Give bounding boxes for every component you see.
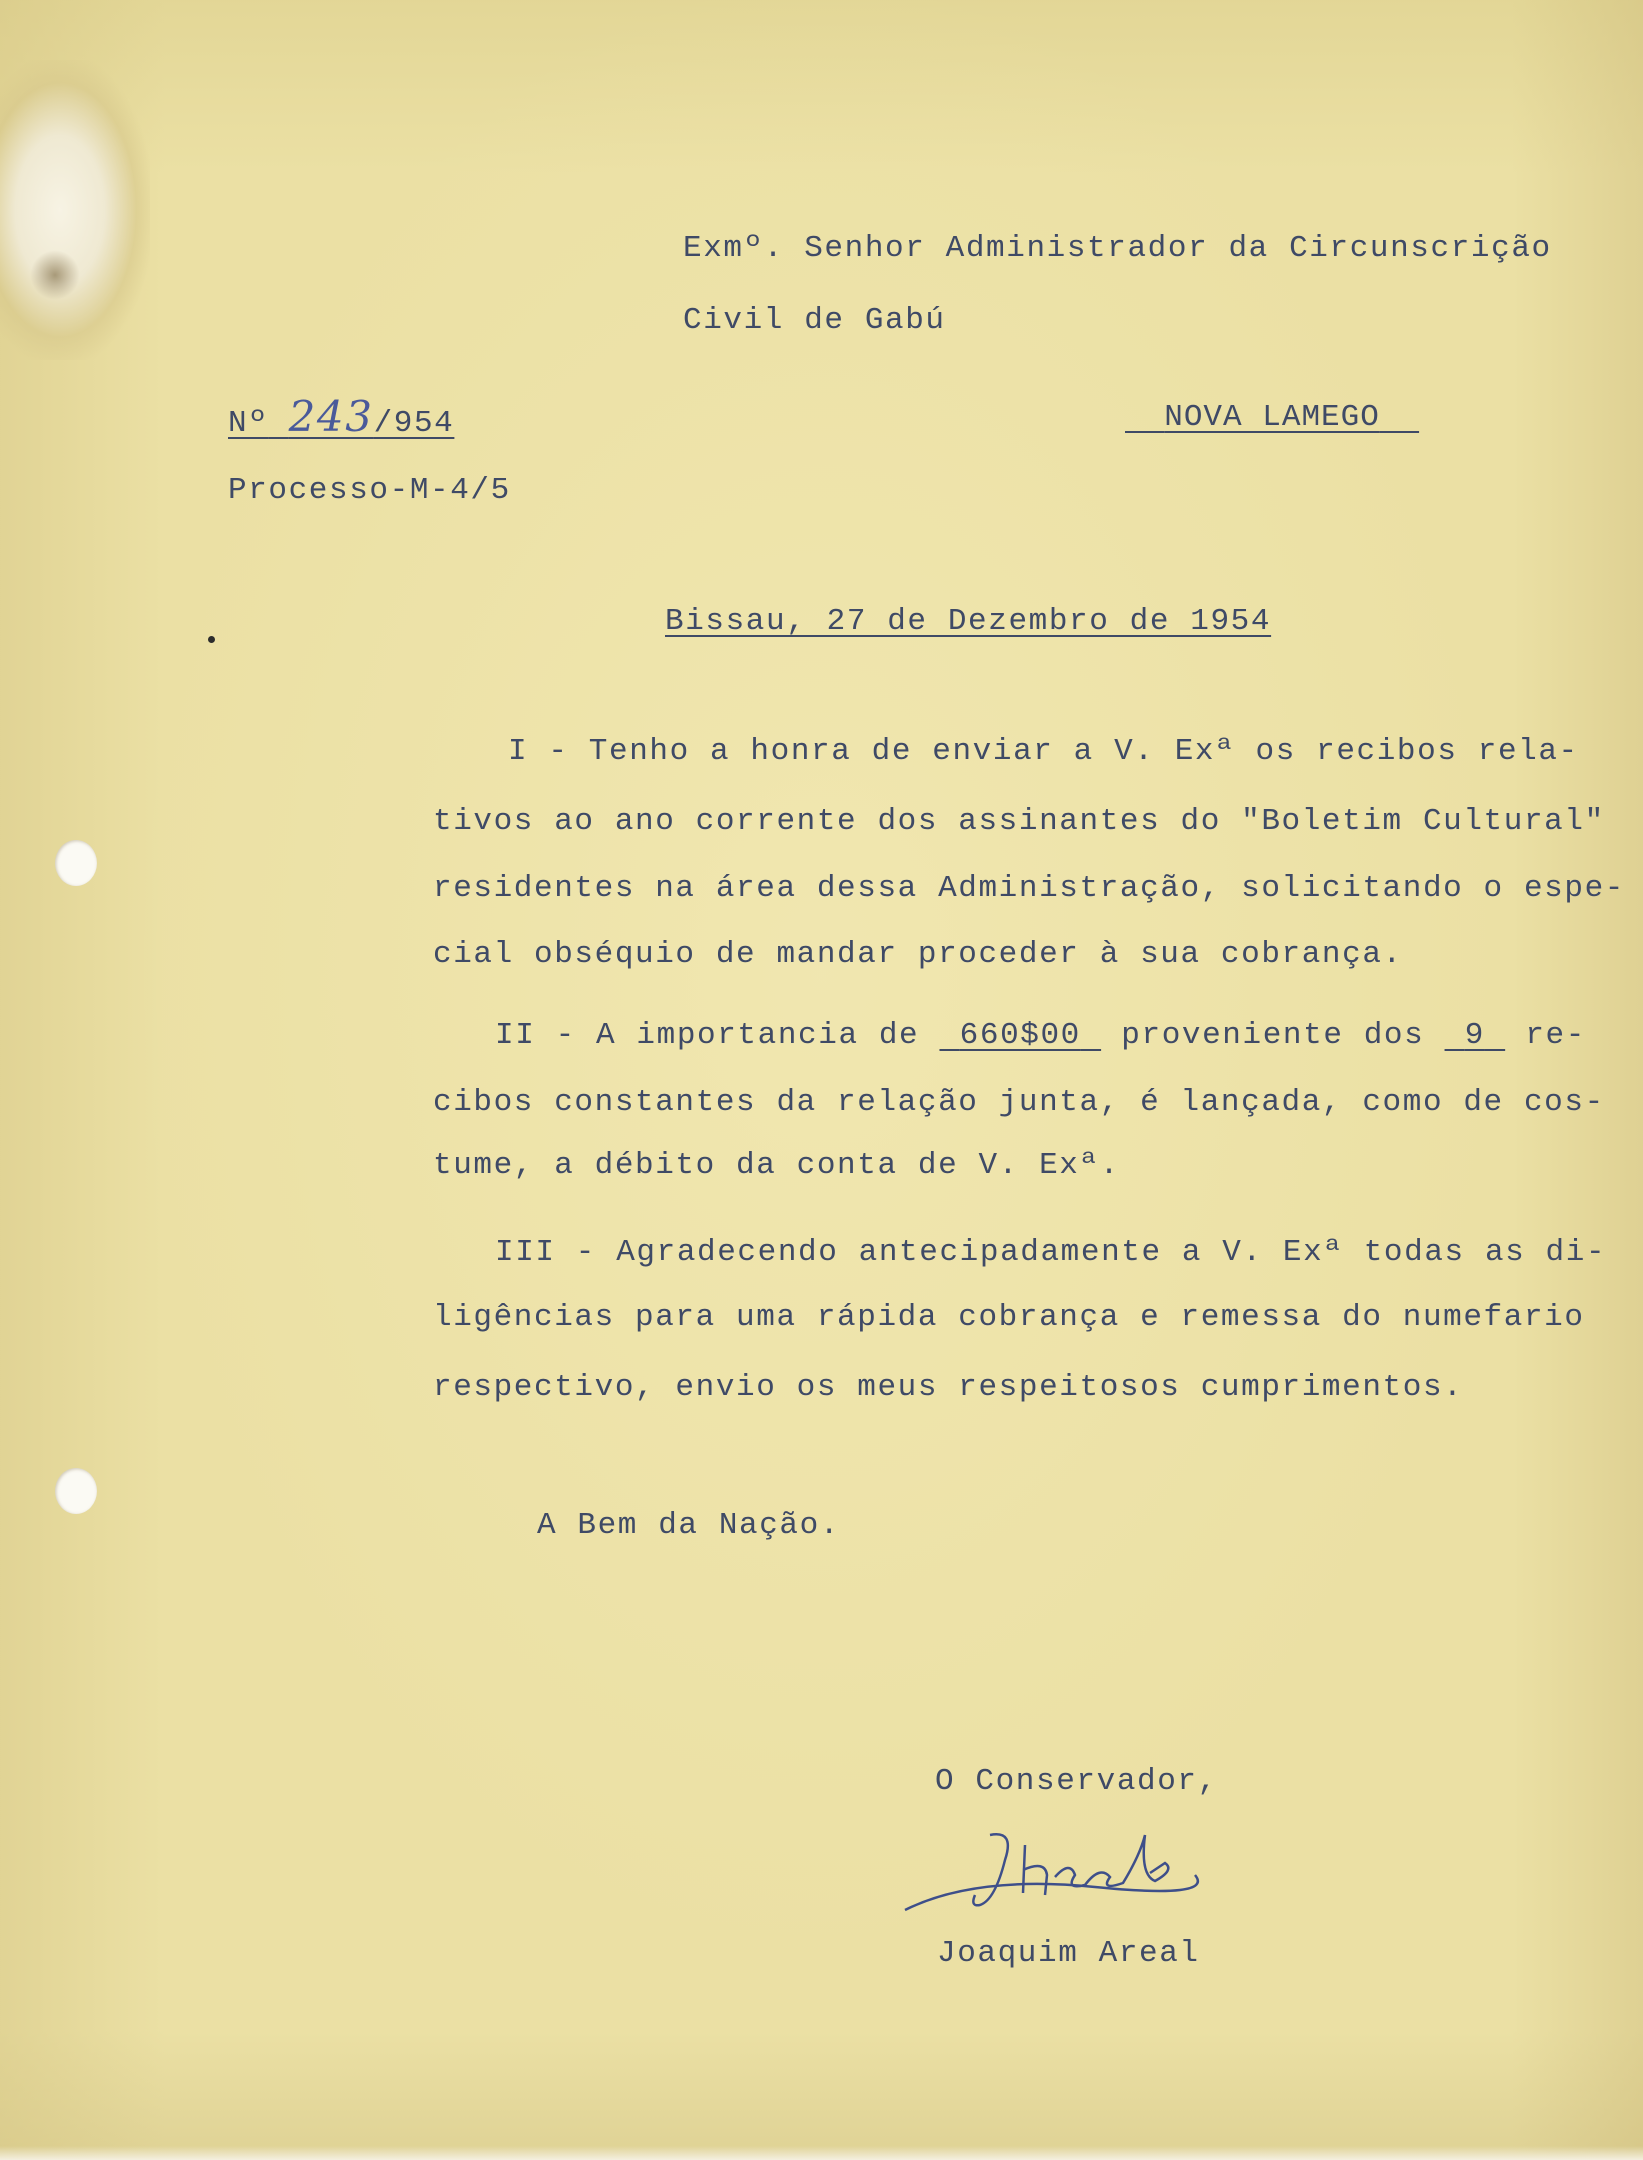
punch-hole-bottom [55, 1468, 97, 1514]
paragraph-1-line-1: I - Tenho a honra de enviar a V. Exª os recibos rela- [508, 734, 1579, 769]
torn-corner [0, 60, 150, 360]
paragraph-2-line-2: cibos constantes da relação junta, é lançada, como de cos- [433, 1085, 1605, 1120]
paragraph-3-line-3: respectivo, envio os meus respeitosos cumprimentos. [433, 1370, 1464, 1405]
receipt-count-value: 9 [1464, 1018, 1485, 1053]
paragraph-1-line-2: tivos ao ano corrente dos assinantes do "Boletim Cultural" [433, 804, 1605, 839]
addressee-line-2: Civil de Gabú [683, 303, 946, 338]
number-prefix: Nº [228, 406, 269, 441]
process-reference: Processo-M-4/5 [228, 473, 511, 508]
signatory-name: Joaquim Areal [937, 1936, 1200, 1971]
signatory-title: O Conservador, [935, 1764, 1218, 1799]
number-suffix: /954 [373, 406, 455, 441]
handwritten-number: 243 [288, 392, 374, 441]
stain [30, 250, 80, 300]
page-edge [0, 2146, 1643, 2160]
ink-dot [208, 636, 215, 643]
handwritten-signature [895, 1815, 1215, 1925]
paragraph-2-line-3: tume, a débito da conta de V. Exª. [433, 1148, 1120, 1183]
paragraph-3-line-2: ligências para uma rápida cobrança e remessa do numefario [433, 1300, 1585, 1335]
date-line: Bissau, 27 de Dezembro de 1954 [665, 604, 1272, 639]
paragraph-2-text-c: re- [1505, 1018, 1586, 1053]
reference-number [228, 392, 455, 441]
paragraph-2-text-b: proveniente dos [1101, 1018, 1445, 1053]
destination [1125, 402, 1419, 433]
amount-value: 660$00 [959, 1018, 1081, 1053]
destination-text: NOVA LAMEGO [1164, 400, 1380, 435]
receipt-count [1445, 1018, 1506, 1053]
paragraph-1-line-3: residentes na área dessa Administração, solicitando o espe- [433, 871, 1625, 906]
closing-salutation: A Bem da Nação. [537, 1508, 841, 1543]
paragraph-1-line-4: cial obséquio de mandar proceder à sua cobrança. [433, 937, 1403, 972]
paragraph-2-text-a: II - A importancia de [495, 1018, 940, 1053]
paragraph-2-line-1 [495, 1020, 1586, 1051]
punch-hole-top [55, 840, 97, 886]
paragraph-3-line-1: III - Agradecendo antecipadamente a V. Exª todas as di- [495, 1235, 1607, 1270]
amount [939, 1018, 1101, 1053]
addressee-line-1: Exmº. Senhor Administrador da Circunscrição [683, 231, 1552, 266]
